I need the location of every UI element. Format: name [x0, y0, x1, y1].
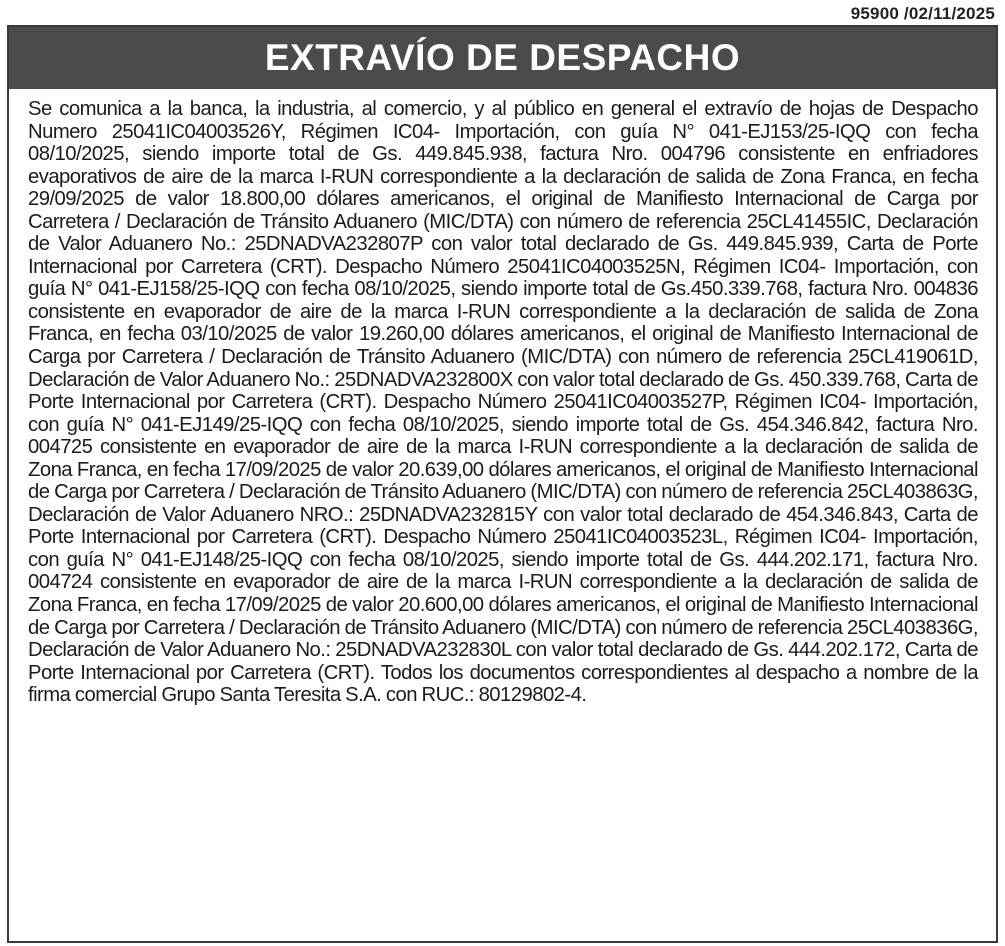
notice-reference-date: 95900 /02/11/2025	[850, 4, 995, 23]
legal-notice	[7, 25, 998, 943]
notice-body: Se comunica a la banca, la industria, al comercio, y al público en general el extravío de hojas de Despacho Numero 25041IC04003526Y, Régimen IC04- Importación, con guía N° 041-EJ153/25-IQQ con fecha 08/10/2025, siendo importe total de Gs. 449.845.938, factura Nro. 004796 consistente en enfriadores evaporativos de aire de la marca I-RUN correspondiente a la declaración de salida de Zona Franca, en fecha 29/09/2025 de valor 18.800,00 dólares americanos, el original de Manifiesto Internacional de Carga por Carretera / Declaración de Tránsito Aduanero (MIC/DTA) con número de referencia 25CL41455IC, Declaración de Valor Aduanero No.: 25DNADVA232807P con valor total declarado de Gs. 449.845.939, Carta de Porte Internacional por Carretera (CRT). Despacho Número 25041IC04003525N, Régimen IC04- Importación, con guía N° 041-EJ158/25-IQQ con fecha 08/10/2025, siendo importe total de Gs.450.339.768, factura Nro. 004836 consistente en evaporador de aire de la marca I-RUN correspondiente a la declaración de salida de Zona Franca, en fecha 03/10/2025 de valor 19.260,00 dólares americanos, el original de Manifiesto Internacional de Carga por Carretera / Declaración de Tránsito Aduanero (MIC/DTA) con número de referencia 25CL419061D, Declaración de Valor Aduanero No.: 25DNADVA232800X con valor total declarado de Gs. 450.339.768, Carta de Porte Internacional por Carretera (CRT). Despacho Número 25041IC04003527P, Régimen IC04- Importación, con guía N° 041-EJ149/25-IQQ con fecha 08/10/2025, siendo importe total de Gs. 454.346.842, factura Nro. 004725 consistente en evaporador de aire de la marca I-RUN correspondiente a la declaración de salida de Zona Franca, en fecha 17/09/2025 de valor 20.639,00 dólares americanos, el original de Manifiesto Internacional de Carga por Carretera / Declaración de Tránsito Aduanero (MIC/DTA) con número de referencia 25CL403863G, Declaración de Valor Aduanero NRO.: 25DNADVA232815Y con valor total declarado de 454.346.843, Carta de Porte Internacional por Carretera (CRT). Despacho Número 25041IC04003523L, Régimen IC04- Importación, con guía N° 041-EJ148/25-IQQ con fecha 08/10/2025, siendo importe total de Gs. 444.202.171, factura Nro. 004724 consistente en evaporador de aire de la marca I-RUN correspondiente a la declaración de salida de Zona Franca, en fecha 17/09/2025 de valor 20.600,00 dólares americanos, el original de Manifiesto Internacional de Carga por Carretera / Declaración de Tránsito Aduanero (MIC/DTA) con número de referencia 25CL403836G, Declaración de Valor Aduanero No.: 25DNADVA232830L con valor total declarado de Gs. 444.202.172, Carta de Porte Internacional por Carretera (CRT). Todos los documentos correspondientes al despacho a nombre de la firma comercial Grupo Santa Teresita S.A. con RUC.: 80129802-4.	[28, 98, 978, 707]
notice-title-bar	[9, 27, 996, 89]
notice-title: EXTRAVÍO DE DESPACHO	[264, 37, 741, 78]
